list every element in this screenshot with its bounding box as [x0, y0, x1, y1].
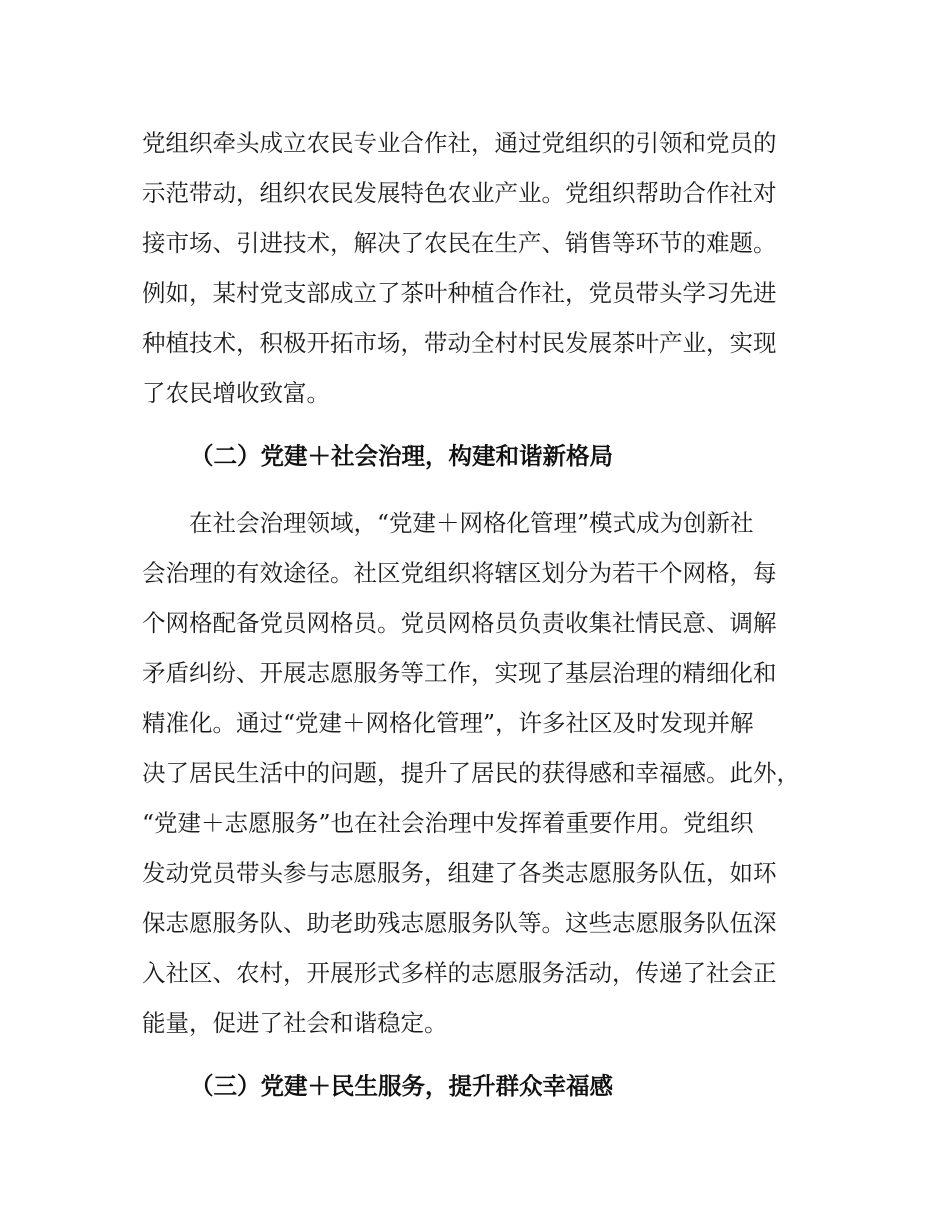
- paragraph-line: 保志愿服务队、助老助残志愿服务队等。这些志愿服务队伍深: [142, 909, 777, 937]
- paragraph-line: 能量，促进了社会和谐稳定。: [142, 1009, 448, 1037]
- paragraph-line: 个网格配备党员网格员。党员网格员负责收集社情民意、调解: [142, 609, 777, 637]
- paragraph-line: 矛盾纠纷、开展志愿服务等工作，实现了基层治理的精细化和: [142, 659, 777, 687]
- section-heading: （三）党建＋民生服务，提升群众幸福感: [190, 1072, 613, 1100]
- paragraph-line: 会治理的有效途径。社区党组织将辖区划分为若干个网格，每: [142, 559, 777, 587]
- paragraph-line: 示范带动，组织农民发展特色农业产业。党组织帮助合作社对: [142, 179, 777, 207]
- section-heading: （二）党建＋社会治理，构建和谐新格局: [190, 442, 613, 470]
- paragraph-line: 入社区、农村，开展形式多样的志愿服务活动，传递了社会正: [142, 959, 777, 987]
- paragraph-line: 了农民增收致富。: [142, 379, 330, 407]
- paragraph-line: 接市场、引进技术，解决了农民在生产、销售等环节的难题。: [142, 229, 777, 257]
- paragraph-line: 发动党员带头参与志愿服务，组建了各类志愿服务队伍，如环: [142, 859, 777, 887]
- paragraph-line: 决了居民生活中的问题，提升了居民的获得感和幸福感。此外，: [142, 759, 800, 787]
- paragraph-line: 在社会治理领域，“党建＋网格化管理”模式成为创新社: [142, 509, 754, 537]
- paragraph-line: 例如，某村党支部成立了茶叶种植合作社，党员带头学习先进: [142, 279, 777, 307]
- paragraph-line: 党组织牵头成立农民专业合作社，通过党组织的引领和党员的: [142, 129, 777, 157]
- paragraph-line: 精准化。通过“党建＋网格化管理”，许多社区及时发现并解: [142, 709, 754, 737]
- paragraph-line: 种植技术，积极开拓市场，带动全村村民发展茶叶产业，实现: [142, 329, 777, 357]
- paragraph-line: “党建＋志愿服务”也在社会治理中发挥着重要作用。党组织: [142, 809, 754, 837]
